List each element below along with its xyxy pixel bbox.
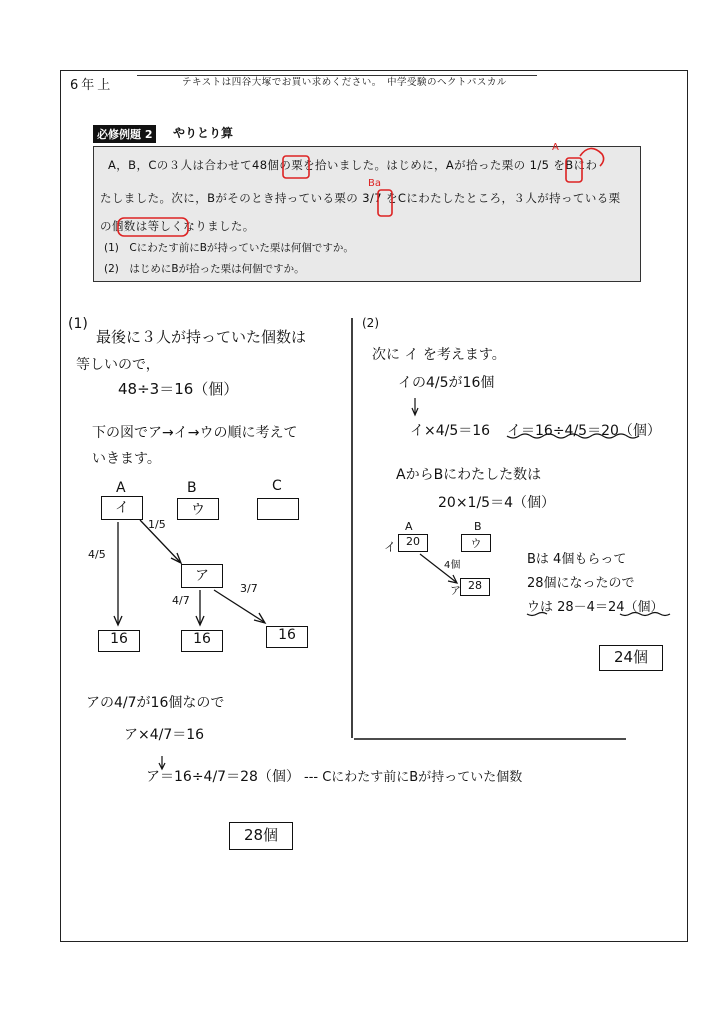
part2-note3: ウは 28－4＝24（個） xyxy=(527,600,664,615)
problem-line-3: の個数は等しくなりました。 xyxy=(100,219,255,233)
part1-line5: いきます。 xyxy=(92,451,161,467)
calc-line-2: ア×4/7＝16 xyxy=(124,727,205,743)
col-a-label: A xyxy=(116,480,126,496)
mini-arrow-label: 4個 xyxy=(444,560,461,571)
part2-line4: AからBにわたした数は xyxy=(396,467,542,483)
mini-box-a2: 28 xyxy=(460,578,490,596)
part2-label: (2) xyxy=(362,316,379,330)
answer-box-1: 28個 xyxy=(229,822,293,850)
problem-line-1: A，B，Cの３人は合わせて48個の栗を拾いました。はじめに，Aが拾った栗の 1/5 をBにわ xyxy=(108,158,598,172)
example-tag: 必修例題 2 xyxy=(93,125,156,143)
part2-line1: 次に イ を考えます。 xyxy=(372,347,506,363)
mini-i-label: イ xyxy=(384,540,397,554)
calc-line-3-note: --- Cにわたす前にBが持っていた個数 xyxy=(304,770,523,785)
part1-label: (1) xyxy=(68,316,88,332)
question-1: (1) Cにわたす前にBが持っていた栗は何個ですか。 xyxy=(104,242,354,254)
mini-a2-label: ア xyxy=(450,584,461,597)
red-box-3-7 xyxy=(378,190,392,216)
red-mark-a: A xyxy=(552,142,559,153)
calc-line-3: ア＝16÷4/7＝28（個） xyxy=(146,769,300,785)
wavy-underline-2 xyxy=(527,613,547,616)
frac-4-7: 4/7 xyxy=(172,594,190,607)
wavy-underline-1 xyxy=(507,434,639,438)
frac-4-5: 4/5 xyxy=(88,548,106,561)
col-b-label: B xyxy=(187,480,197,496)
box-b-u: ウ xyxy=(177,498,219,520)
calc-line-1: アの4/7が16個なので xyxy=(86,695,225,711)
mini-b-label: B xyxy=(474,520,482,533)
red-box-equal xyxy=(118,218,188,236)
part2-line3: イ×4/5＝16 xyxy=(410,423,491,439)
question-2: (2) はじめにBが拾った栗は何個ですか。 xyxy=(104,263,305,275)
part1-line3: 48÷3＝16（個） xyxy=(118,380,239,398)
result-box-3: 16 xyxy=(266,626,308,648)
part2-note2: 28個になったので xyxy=(527,576,635,591)
part1-line2: 等しいので， xyxy=(76,357,160,373)
part2-line3b: イ＝16÷4/5＝20（個） xyxy=(507,423,661,439)
part2-note1: Bは 4個もらって xyxy=(527,552,627,567)
mini-box-u: ウ xyxy=(461,534,491,552)
frac-1-5: 1/5 xyxy=(148,518,166,531)
mini-arrow xyxy=(420,554,456,582)
problem-line-2: たしました。次に，Bがそのとき持っている栗の 3/7 をCにわたしたところ，３人が持っている栗 xyxy=(100,191,621,205)
grade-label: 6年上 xyxy=(70,78,114,93)
part2-line5: 20×1/5＝4（個） xyxy=(438,495,555,511)
part1-line4: 下の図でア→イ→ウの順に考えて xyxy=(92,425,298,441)
result-box-1: 16 xyxy=(98,630,140,652)
red-box-1-5 xyxy=(566,158,582,182)
mini-a-label: A xyxy=(405,520,413,533)
wavy-underline-3 xyxy=(620,613,670,616)
arrowhead-c xyxy=(254,613,265,623)
red-box-48 xyxy=(283,156,309,178)
box-a-i: イ xyxy=(101,496,143,520)
arrow-a-to-mid xyxy=(140,520,180,562)
box-mid-a: ア xyxy=(181,564,223,588)
mini-box-i: 20 xyxy=(398,534,428,552)
header-text: テキストは四谷大塚でお買い求めください。 中学受験のヘクトパスカル xyxy=(182,77,507,88)
answer-box-2: 24個 xyxy=(599,645,663,671)
part2-line2: イの4/5が16個 xyxy=(398,375,495,391)
col-c-label: C xyxy=(272,478,282,494)
example-title: やりとり算 xyxy=(173,126,234,140)
part1-line1: 最後に３人が持っていた個数は xyxy=(96,328,307,346)
result-box-2: 16 xyxy=(181,630,223,652)
frac-3-7: 3/7 xyxy=(240,582,258,595)
red-mark-b: Ba xyxy=(368,178,381,189)
arrow-mid-to-c xyxy=(214,590,264,622)
red-arrow-to-b xyxy=(580,148,604,166)
